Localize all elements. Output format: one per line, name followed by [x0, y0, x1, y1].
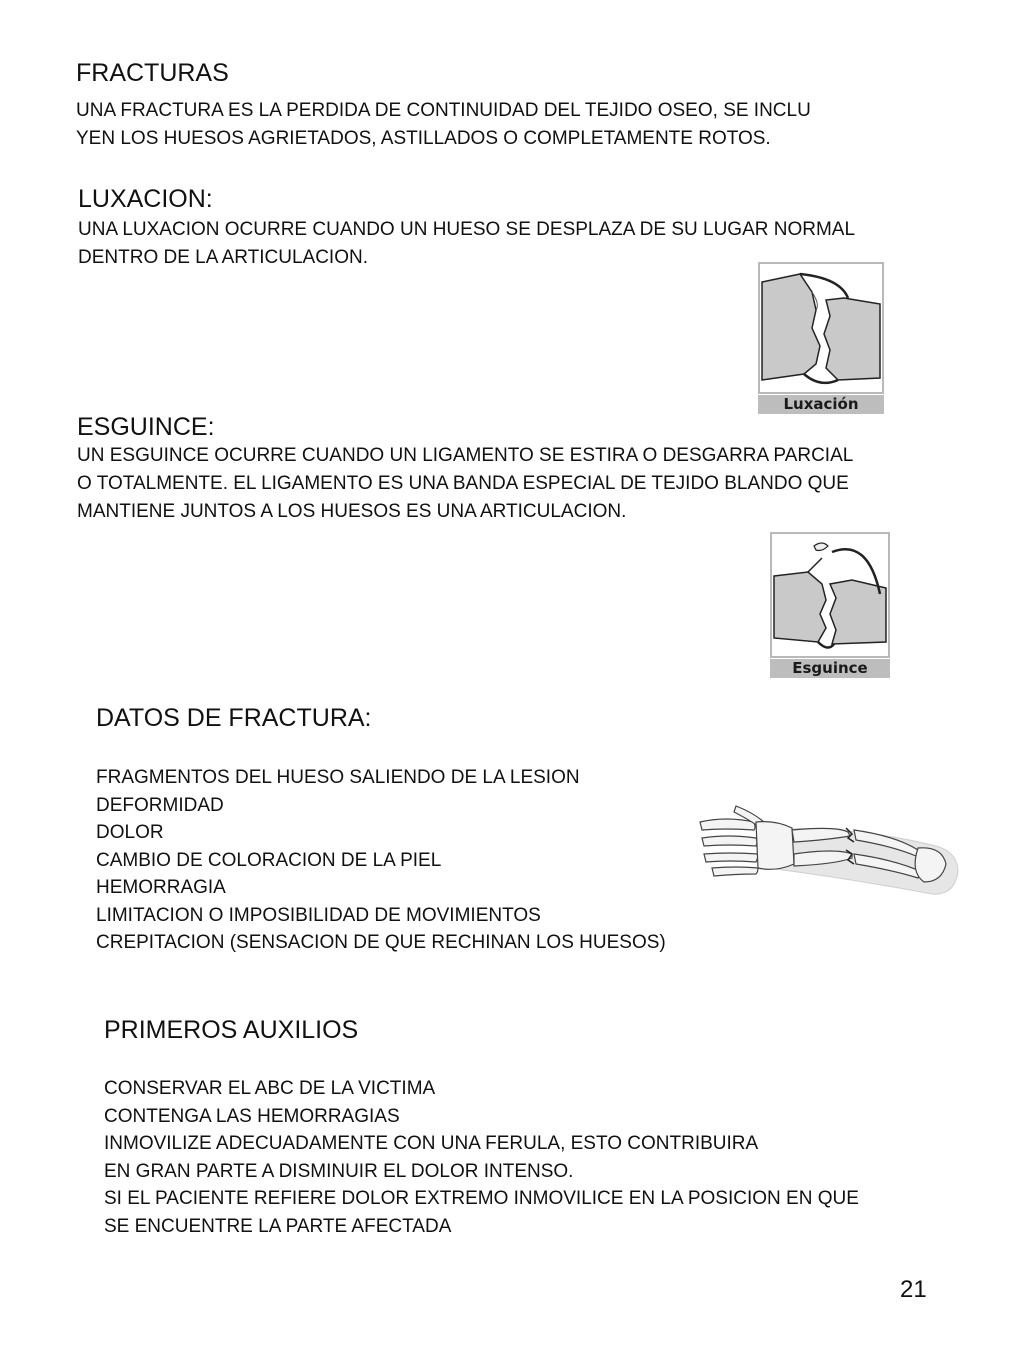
luxacion-illustration — [758, 262, 884, 394]
page-number: 21 — [900, 1276, 927, 1303]
list-item: EN GRAN PARTE A DISMINUIR EL DOLOR INTENSO. — [104, 1160, 574, 1182]
esguince-illustration — [770, 532, 890, 658]
list-item: SI EL PACIENTE REFIERE DOLOR EXTREMO INMOVILICE EN LA POSICION EN QUE — [104, 1188, 859, 1209]
list-item: FRAGMENTOS DEL HUESO SALIENDO DE LA LESION — [96, 767, 580, 788]
datos-list — [96, 764, 666, 957]
fracturas-line: UNA FRACTURA ES LA PERDIDA DE CONTINUIDAD DEL TEJIDO OSEO, SE INCLU — [76, 100, 811, 121]
esguince-title: ESGUINCE: — [77, 413, 215, 441]
list-item: DOLOR — [96, 822, 164, 843]
esguince-line: UN ESGUINCE OCURRE CUANDO UN LIGAMENTO SE ESTIRA O DESGARRA PARCIAL — [77, 445, 854, 466]
list-item: CONSERVAR EL ABC DE LA VICTIMA — [104, 1078, 436, 1099]
esguince-caption: Esguince — [770, 659, 890, 678]
list-item: CAMBIO DE COLORACION DE LA PIEL — [96, 849, 442, 871]
auxilios-title: PRIMEROS AUXILIOS — [104, 1016, 359, 1044]
list-item: DEFORMIDAD — [96, 794, 224, 816]
esguince-text — [77, 442, 853, 526]
fracturas-line: YEN LOS HUESOS AGRIETADOS, ASTILLADOS O COMPLETAMENTE ROTOS. — [76, 128, 771, 149]
list-item: CREPITACION (SENSACION DE QUE RECHINAN LOS HUESOS) — [96, 932, 666, 953]
dislocated-joint-icon — [760, 264, 882, 392]
list-item: INMOVILIZE ADECUADAMENTE CON UNA FERULA, ESTO CONTRIBUIRA — [104, 1133, 759, 1154]
list-item: SE ENCUENTRE LA PARTE AFECTADA — [104, 1215, 452, 1237]
luxacion-line: DENTRO DE LA ARTICULACION. — [78, 247, 368, 268]
list-item: LIMITACION O IMPOSIBILIDAD DE MOVIMIENTOS — [96, 904, 541, 926]
luxacion-figure — [758, 262, 884, 414]
auxilios-list — [104, 1075, 859, 1240]
esguince-line: O TOTALMENTE. EL LIGAMENTO ES UNA BANDA ESPECIAL DE TEJIDO BLANDO QUE — [77, 473, 849, 494]
esguince-line: MANTIENE JUNTOS A LOS HUESOS ES UNA ARTICULACION. — [77, 501, 627, 522]
esguince-figure — [770, 532, 890, 678]
fractured-arm-illustration — [696, 802, 964, 902]
sprained-joint-icon — [772, 534, 888, 656]
luxacion-line: UNA LUXACION OCURRE CUANDO UN HUESO SE DESPLAZA DE SU LUGAR NORMAL — [78, 219, 856, 240]
list-item: HEMORRAGIA — [96, 877, 226, 898]
fracturas-text — [76, 97, 811, 153]
fracturas-title: FRACTURAS — [76, 59, 229, 87]
luxacion-text — [78, 216, 855, 272]
luxacion-caption: Luxación — [758, 395, 884, 414]
datos-title: DATOS DE FRACTURA: — [96, 704, 372, 732]
list-item: CONTENGA LAS HEMORRAGIAS — [104, 1105, 400, 1127]
fractured-arm-icon — [696, 802, 964, 902]
luxacion-title: LUXACION: — [78, 185, 213, 213]
